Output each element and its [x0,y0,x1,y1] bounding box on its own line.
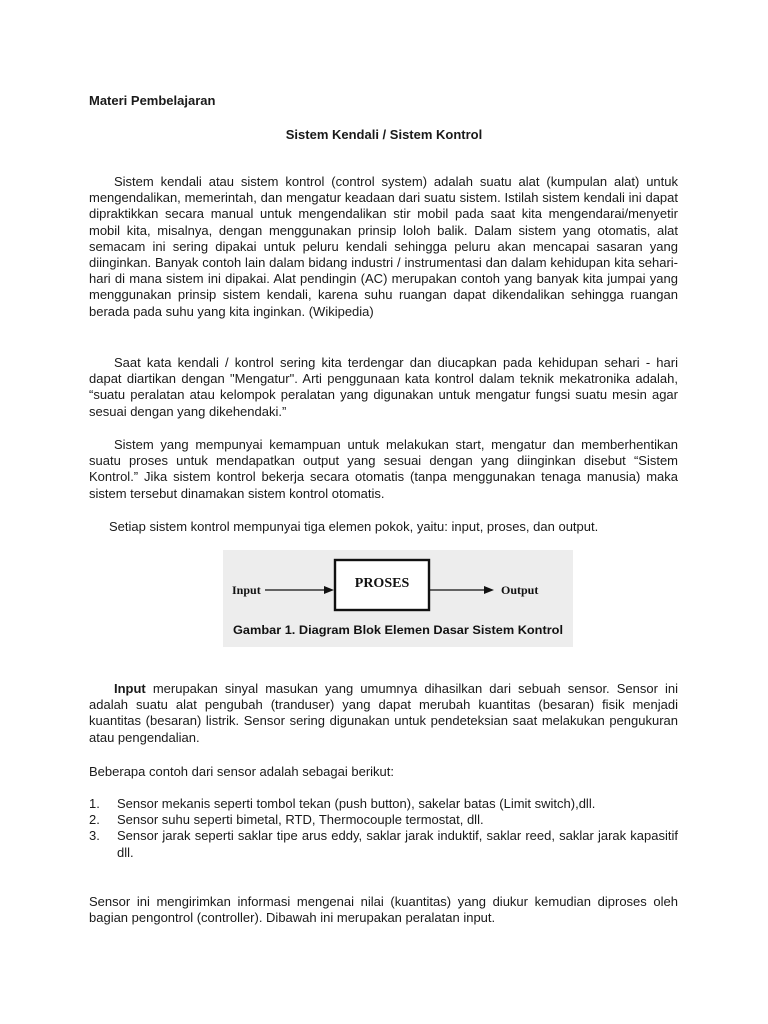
list-item [89,812,678,828]
list-item [89,828,678,860]
materi-heading: Materi Pembelajaran [89,93,216,108]
list-text: Sensor suhu seperti bimetal, RTD, Thermocouple termostat, dll. [117,812,484,828]
sensor-list [89,796,678,861]
list-text: Sensor jarak seperti saklar tipe arus eddy, saklar jarak induktif, saklar reed, saklar jarak kapasitif dll. [117,828,678,860]
paragraph-input [89,681,678,746]
list-number: 1. [89,796,100,811]
paragraph-system: Sistem yang mempunyai kemampuan untuk melakukan start, mengatur dan memberhentikan suatu proses untuk mendapatkan output yang sesuai dengan yang diinginkan disebut “Sistem Kontrol.” Jika sistem kontrol bekerja secara otomatis (tanpa menggunakan tenaga manusia) maka sistem tersebut dinamakan sistem kontrol otomatis. [89,437,678,501]
output-arrow-head-icon [484,586,494,594]
list-text: Sensor mekanis seperti tombol tekan (push button), sakelar batas (Limit switch),dll. [117,796,596,811]
diagram-input-label: Input [232,583,261,597]
block-diagram [223,550,573,647]
paragraph-definition: Saat kata kendali / kontrol sering kita terdengar dan diucapkan pada kehidupan sehari - hari dapat diartikan dengan "Mengatur". Arti penggunaan kata kontrol dalam teknik mekatronika adalah, “suatu peralatan atau kelompok peralatan yang digunakan untuk mengatur fungsi suatu mesin agar sesuai dengan yang dikehendaki.” [89,355,678,419]
input-arrow-head-icon [324,586,334,594]
paragraph-sensor-examples: Beberapa contoh dari sensor adalah sebagai berikut: [89,764,394,779]
input-term: Input [114,681,146,696]
list-number: 2. [89,812,100,828]
list-number: 3. [89,828,100,844]
paragraph-intro: Sistem kendali atau sistem kontrol (control system) adalah suatu alat (kumpulan alat) untuk mengendalikan, memerintah, dan mengatur keadaan dari suatu sistem. Istilah sistem kendali ini dapat dipraktikkan secara manual untuk mengendalikan stir mobil pada saat kita mengendarai/menyetir mobil kita, misalnya, dengan menggunakan prinsip loloh balik. Dalam sistem yang otomatis, alat semacam ini sering dipakai untuk peluru kendali sehingga peluru akan mencapai sasaran yang diinginkan. Banyak contoh lain dalam bidang industri / instrumentasi dan dalam kehidupan kita sehari-hari di mana sistem ini dipakai. Alat pendingin (AC) merupakan contoh yang banyak kita jumpai yang menggunakan prinsip sistem kendali, karena suhu ruangan dapat dikendalikan sehingga ruangan berada pada suhu yang kita inginkan. (Wikipedia) [89,174,678,319]
block-diagram-figure [223,550,573,647]
list-item [89,796,678,812]
paragraph-elements: Setiap sistem kontrol mempunyai tiga elemen pokok, yaitu: input, proses, dan output. [109,519,599,534]
figure-caption: Gambar 1. Diagram Blok Elemen Dasar Sistem Kontrol [233,625,563,637]
input-description: merupakan sinyal masukan yang umumnya dihasilkan dari sebuah sensor. Sensor ini adalah suatu alat pengubah (tranduser) yang dapat merubah kuantitas (besaran) fisik menjadi kuantitas (besaran) listrik. Sensor sering digunakan untuk pendeteksian saat melakukan pengukuran atau pengendalian. [89,681,678,745]
document-title: Sistem Kendali / Sistem Kontrol [285,127,483,142]
diagram-process-label: PROSES [354,576,410,591]
paragraph-sensor-info: Sensor ini mengirimkan informasi mengenai nilai (kuantitas) yang diukur kemudian diproses oleh bagian pengontrol (controller). Dibawah ini merupakan peralatan input. [89,894,678,926]
diagram-output-label: Output [501,583,539,597]
